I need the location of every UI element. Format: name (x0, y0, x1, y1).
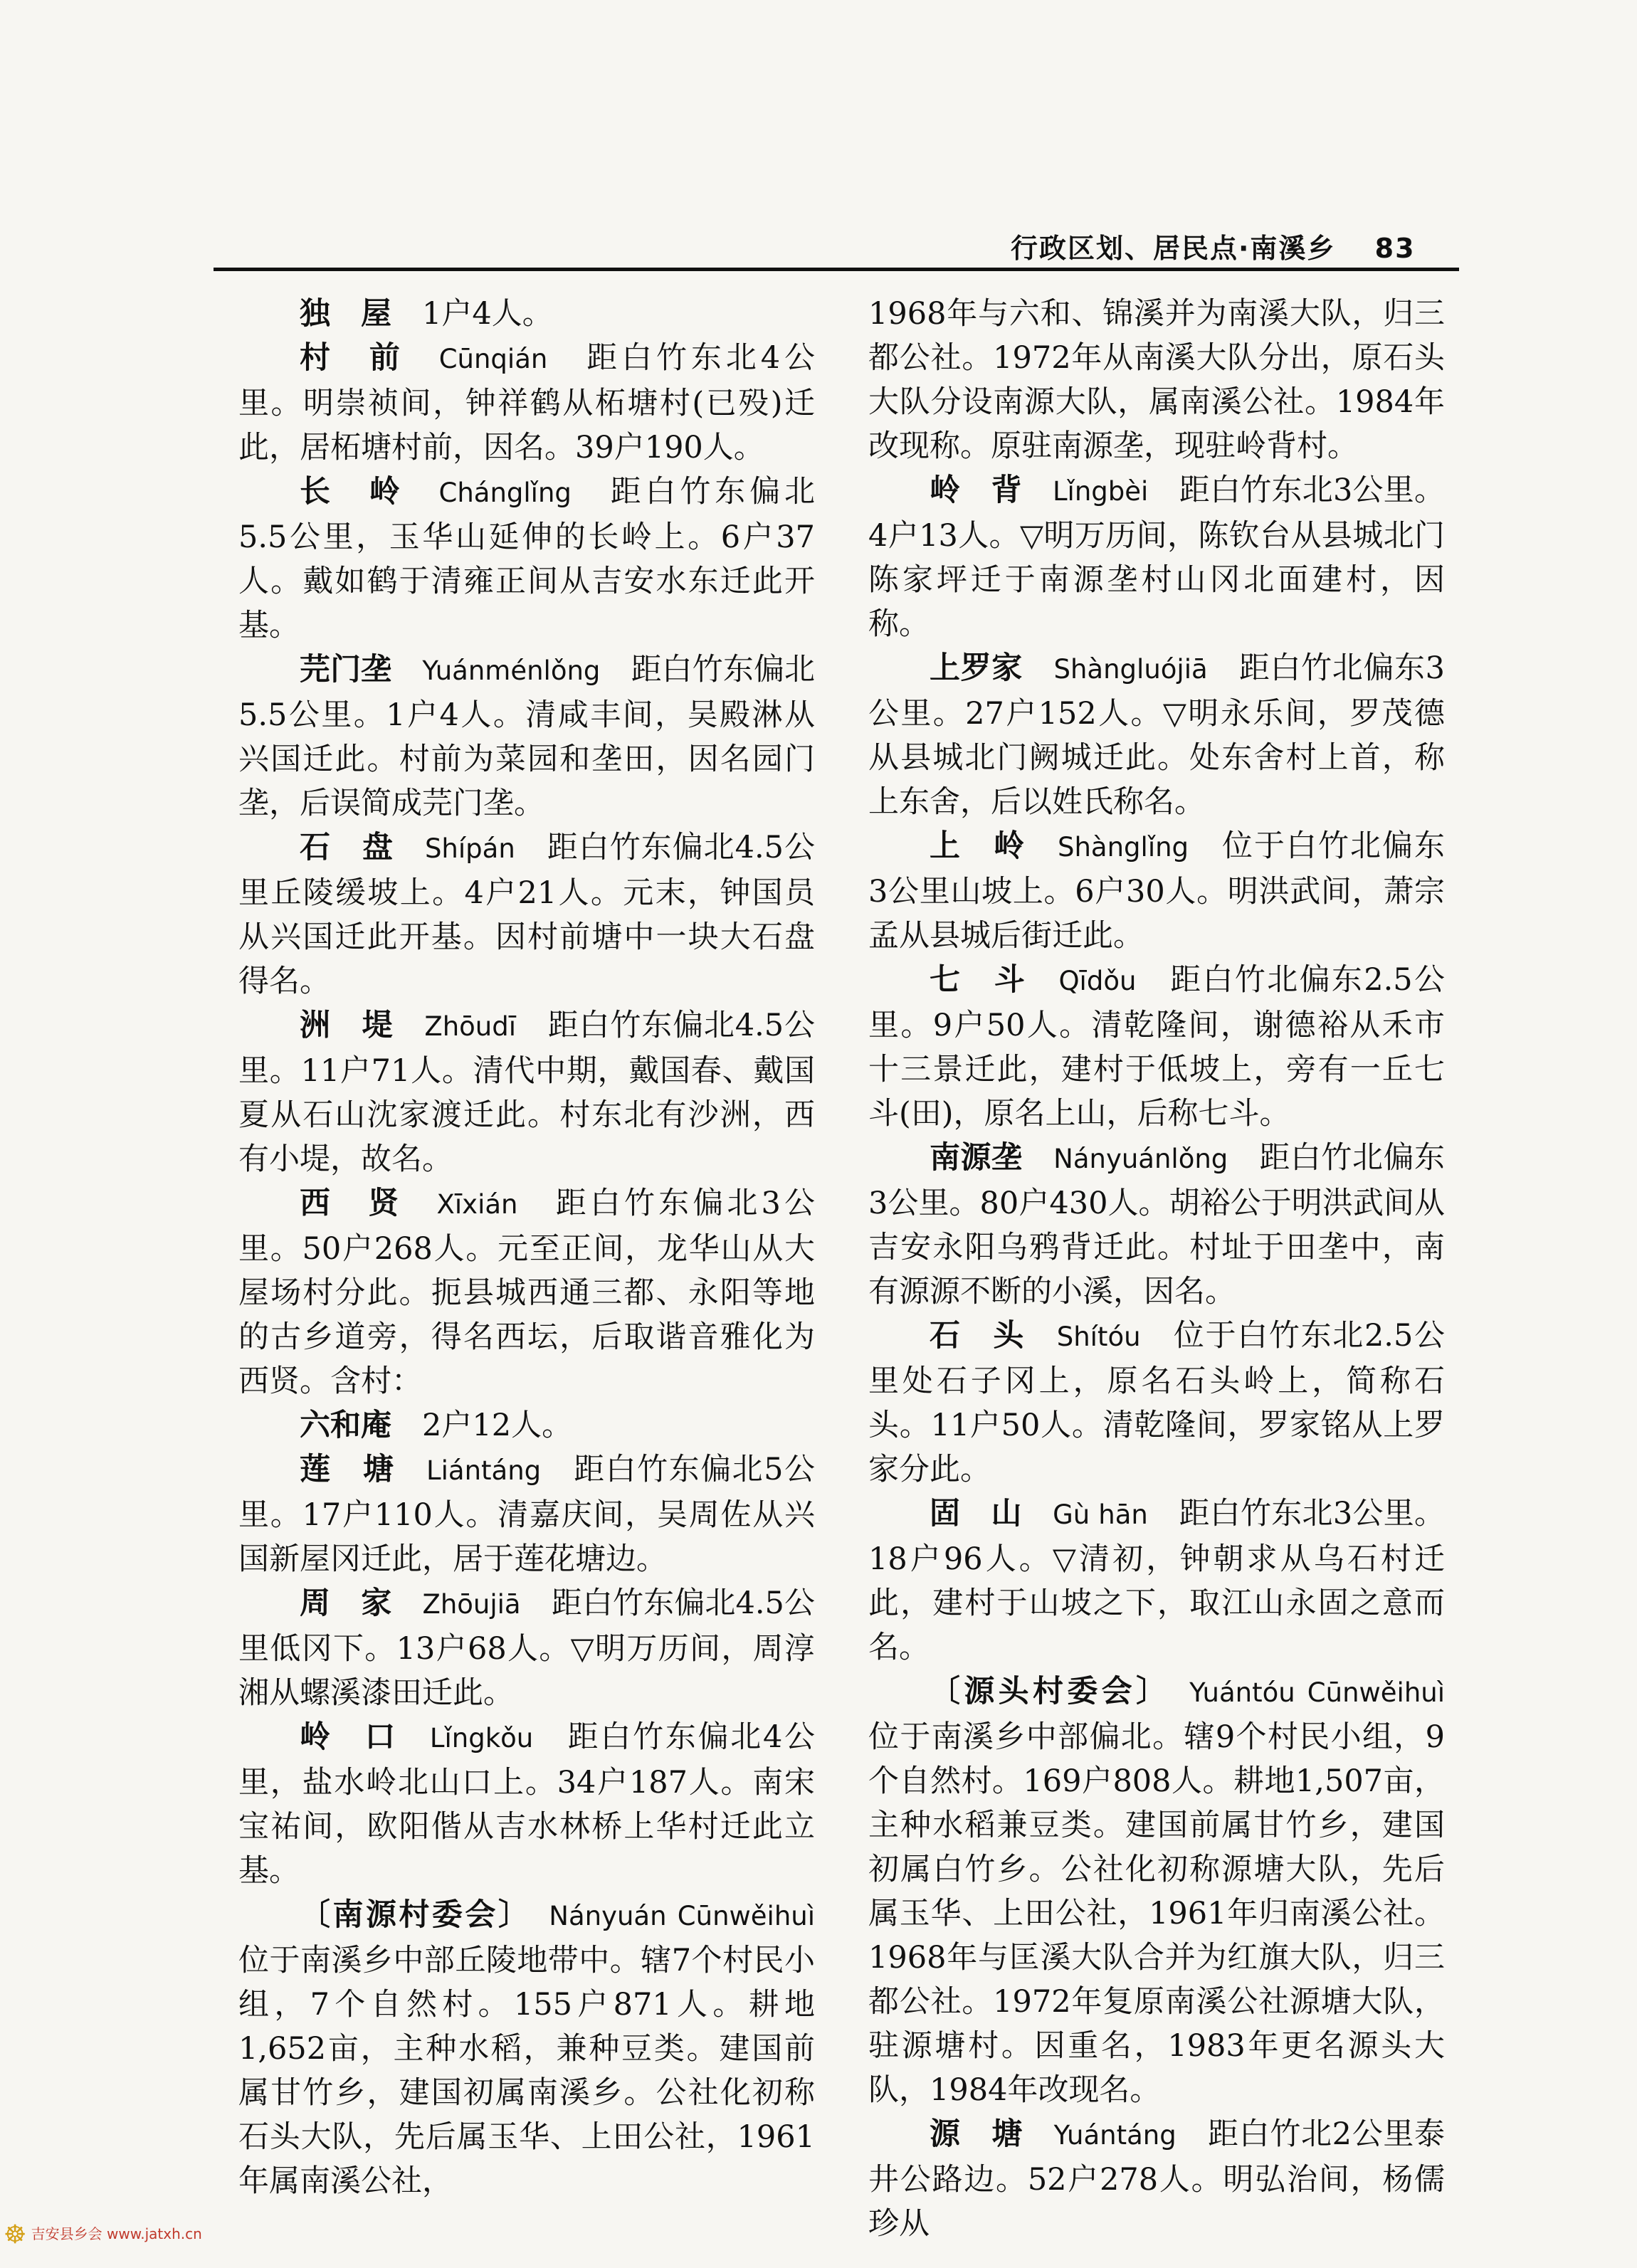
place-description: 距白竹东偏北4.5公里丘陵缓坡上。4户21人。元末，钟国员从兴国迁此开基。因村前塘中一块大石盘得名。 (238, 830, 816, 999)
place-name: 南源垄 (930, 1140, 1023, 1176)
place-name: 源 塘 (930, 2116, 1023, 2152)
place-entry (868, 1670, 1445, 2112)
place-description: 距白竹东偏北5.5公里，玉华山延伸的长岭上。6户37人。戴如鹤于清雍正间从吉安水东迁此开基。 (238, 474, 816, 643)
place-description: 距白竹北偏东3公里。80户430人。胡裕公于明洪武间从吉安永阳乌鸦背迁此。村址于田垄中，南有源源不断的小溪，因名。 (868, 1140, 1446, 1309)
place-entry (868, 2112, 1445, 2246)
place-name: 六和庵 (300, 1408, 391, 1443)
place-name: 周 家 (300, 1586, 392, 1621)
place-name: 固 山 (930, 1496, 1022, 1531)
place-name: 西 贤 (300, 1186, 403, 1221)
running-header (1011, 226, 1438, 265)
place-pinyin: Lǐngkǒu (429, 1723, 534, 1753)
place-pinyin: Shípán (424, 833, 515, 864)
place-pinyin: Yuántóu Cūnwěihuì (1189, 1677, 1446, 1708)
place-description: 1户4人。 (422, 296, 553, 332)
place-name: 七 斗 (930, 962, 1027, 998)
place-entry (868, 646, 1445, 824)
place-pinyin: Nányuán Cūnwěihuì (549, 1901, 816, 1931)
place-entry (238, 1447, 815, 1581)
place-description: 距白竹东偏北5.5公里。1户4人。清咸丰间，吴殿淋从兴国迁此。村前为菜园和垄田，因名园门垄，后误简成芫门垄。 (238, 652, 816, 821)
place-description: 距白竹东北3公里。4户13人。▽明万历间，陈钦台从县城北门陈家坪迁于南源垄村山冈北面建村，因称。 (868, 473, 1446, 642)
place-pinyin: Chánglǐng (438, 478, 572, 508)
place-name: 莲 塘 (300, 1452, 395, 1487)
place-entry (868, 1314, 1445, 1492)
place-description: 距白竹东北3公里。18户96人。▽清初，钟朝求从乌石村迁此，建村于山坡之下，取江山永固之意而名。 (868, 1496, 1446, 1665)
left-column (238, 292, 815, 2203)
place-entry (868, 1492, 1445, 1670)
place-name: 长 岭 (300, 474, 404, 510)
place-pinyin: Gù hān (1053, 1499, 1148, 1530)
place-pinyin: Cūnqián (438, 344, 548, 374)
place-name: 独 屋 (300, 296, 391, 332)
place-description: 位于白竹东北2.5公里处石子冈上，原名石头岭上，简称石头。11户50人。清乾隆间，罗家铭从上罗家分此。 (868, 1318, 1446, 1487)
place-pinyin: Yuántáng (1053, 2120, 1177, 2151)
place-entry (238, 1403, 815, 1447)
place-description: 距白竹东偏北5公里。17户110人。清嘉庆间，吴周佐从兴国新屋冈迁此，居于莲花塘边。 (238, 1452, 815, 1577)
place-name: 〔南源村委会〕 (300, 1897, 516, 1933)
place-name: 上罗家 (930, 650, 1023, 686)
place-description: 距白竹东偏北4公里，盐水岭北山口上。34户187人。南宋宝祐间，欧阳偕从吉水林桥上华村迁此立基。 (238, 1719, 816, 1889)
place-pinyin: Nányuánlǒng (1053, 1144, 1228, 1174)
place-name: 上 岭 (930, 828, 1026, 864)
place-name: 石 头 (930, 1318, 1026, 1354)
place-pinyin: Zhōujiā (422, 1589, 521, 1620)
place-entry (868, 292, 1445, 468)
watermark-text: 吉安县乡会 www.jatxh.cn (31, 2225, 202, 2242)
place-description: 位于白竹北偏东3公里山坡上。6户30人。明洪武间，萧宗孟从县城后街迁此。 (868, 828, 1446, 954)
place-pinyin: Qīdǒu (1058, 966, 1137, 996)
right-column (868, 292, 1445, 2246)
place-name: 村 前 (300, 340, 404, 376)
place-pinyin: Shànglǐng (1058, 832, 1189, 863)
place-pinyin: Zhōudī (424, 1011, 517, 1042)
header-section: 行政区划、居民点·南溪乡 (1011, 233, 1336, 264)
place-entry (238, 1715, 815, 1893)
place-description: 距白竹东偏北4.5公里低冈下。13户68人。▽明万历间，周淳湘从螺溪漆田迁此。 (238, 1586, 816, 1711)
place-entry (238, 826, 815, 1003)
place-description: 距白竹北偏东2.5公里。9户50人。清乾隆间，谢德裕从禾市十三景迁此，建村于低坡上，旁有一丘七斗(田)，原名上山，后称七斗。 (868, 962, 1446, 1132)
place-entry (238, 648, 815, 826)
place-entry (868, 824, 1445, 958)
place-entry (238, 336, 815, 470)
place-entry (238, 1581, 815, 1715)
place-entry (238, 1893, 815, 2203)
place-name: 芫门垄 (300, 652, 392, 687)
place-pinyin: Xīxián (436, 1189, 518, 1220)
place-description: 距白竹东偏北3公里。50户268人。元至正间，龙华山从大屋场村分此。扼县城西通三都、永阳等地的古乡道旁，得名西坛，后取谐音雅化为西贤。含村： (238, 1186, 816, 1399)
place-name: 石 盘 (300, 830, 394, 865)
place-pinyin: Lǐngbèi (1052, 476, 1149, 507)
place-description: 位于南溪乡中部偏北。辖9个村民小组，9个自然村。169户808人。耕地1,507亩，主种水稻兼豆类。建国前属甘竹乡，建国初属白竹乡。公社化初称源塘大队，先后属玉华、上田公社，1961年归南溪公社。1968年与匡溪大队合并为红旗大队，归三都公社。1972年复原南溪公社源塘大队，驻源塘村。因重名，1983年更名源头大队，1984年改现名。 (868, 1719, 1445, 2108)
watermark-logo (4, 2220, 202, 2249)
place-entry (238, 292, 815, 336)
place-entry (868, 468, 1445, 646)
place-pinyin: Liántáng (426, 1455, 542, 1486)
place-description: 距白竹北偏东3公里。27户152人。▽明永乐间，罗茂德从县城北门阙城迁此。处东舍村上首，称上东舍，后以姓氏称名。 (868, 650, 1446, 820)
place-name: 洲 堤 (300, 1008, 394, 1043)
header-rule (214, 268, 1459, 271)
place-entry (238, 1181, 815, 1403)
page-number: 83 (1374, 233, 1416, 264)
place-entry (238, 1003, 815, 1181)
place-description: 2户12人。 (422, 1408, 573, 1443)
place-pinyin: Shítóu (1056, 1322, 1141, 1352)
logo-icon: ☸ (4, 2220, 27, 2249)
place-description: 距白竹北2公里泰井公路边。52户278人。明弘治间，杨儒珍从 (868, 2116, 1446, 2242)
place-description: 距白竹东偏北4.5公里。11户71人。清代中期，戴国春、戴国夏从石山沈家渡迁此。村东北有沙洲，西有小堤，故名。 (238, 1008, 816, 1177)
place-description: 位于南溪乡中部丘陵地带中。辖7个村民小组，7个自然村。155户871人。耕地1,652亩，主种水稻，兼种豆类。建国前属甘竹乡，建国初属南溪乡。公社化初称石头大队，先后属玉华、上田公社，1961年属南溪公社， (238, 1943, 815, 2199)
place-name: 〔源头村委会〕 (930, 1674, 1155, 1709)
place-entry (868, 958, 1445, 1136)
place-description: 距白竹东北4公里。明崇祯间，钟祥鹤从柘塘村(已殁)迁此，居柘塘村前，因名。39户190人。 (238, 340, 816, 465)
place-pinyin: Shàngluójiā (1053, 654, 1208, 685)
place-description: 1968年与六和、锦溪并为南溪大队，归三都公社。1972年从南溪大队分出，原石头大队分设南源大队，属南溪公社。1984年改现称。原驻南源垄，现驻岭背村。 (868, 296, 1445, 464)
place-pinyin: Yuánménlǒng (422, 655, 601, 686)
place-entry (868, 1136, 1445, 1314)
place-name: 岭 口 (300, 1719, 398, 1755)
place-name: 岭 背 (930, 473, 1022, 508)
place-entry (238, 470, 815, 648)
